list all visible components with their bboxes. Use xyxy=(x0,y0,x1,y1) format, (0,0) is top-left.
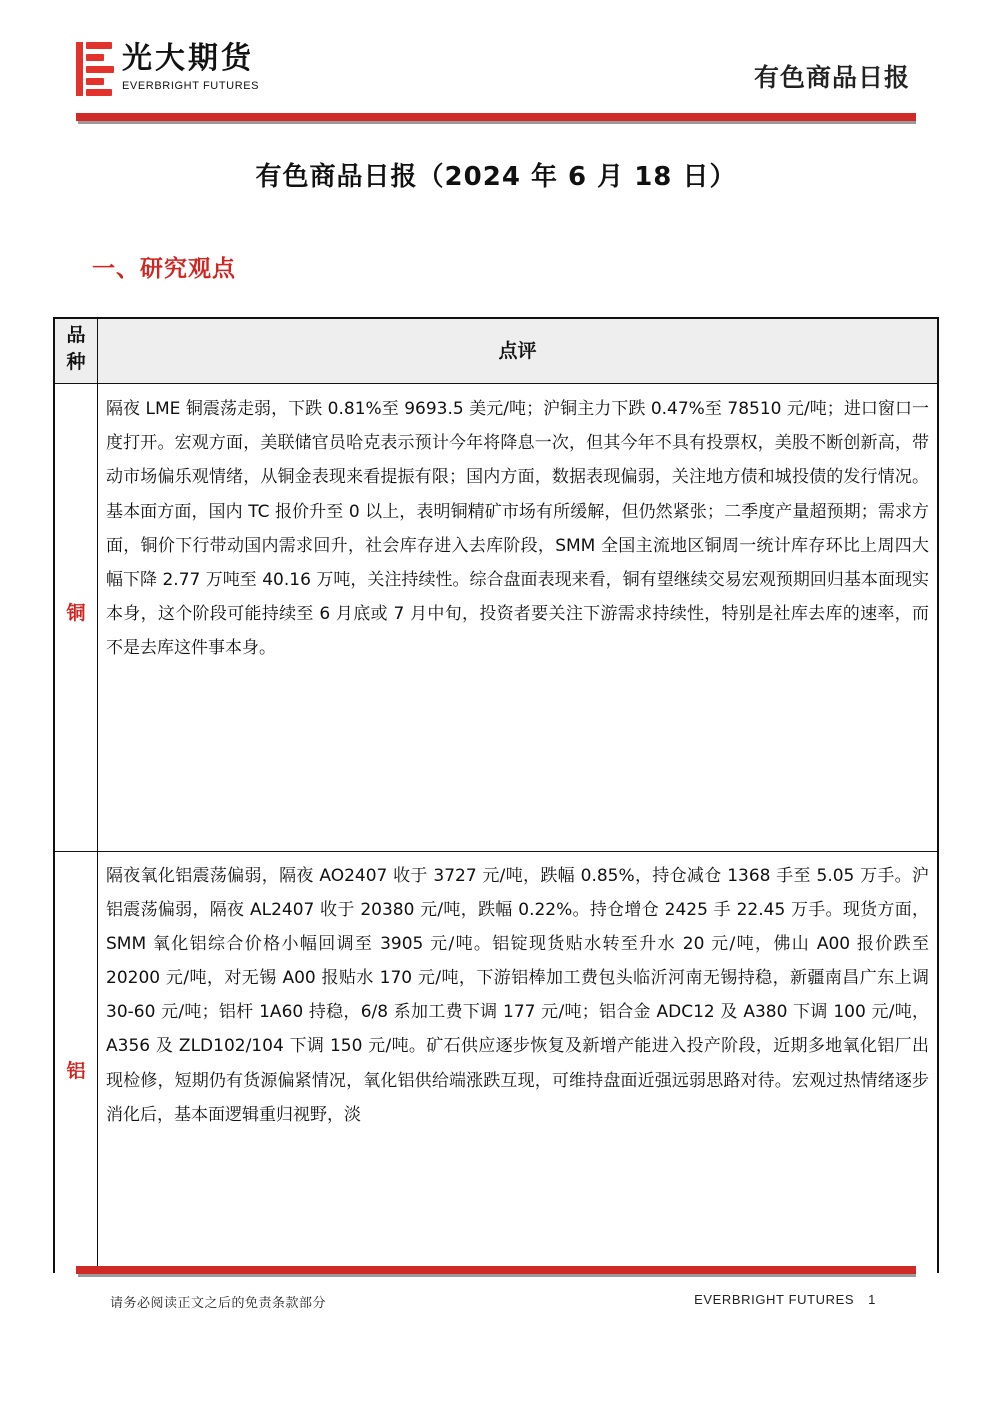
header-rule-shadow xyxy=(78,121,916,124)
header-variety-line1: 品 xyxy=(66,324,86,346)
commentary-table xyxy=(53,317,939,1273)
logo-chinese-name: 光大期货 xyxy=(122,41,254,76)
footer-brand-name: EVERBRIGHT FUTURES xyxy=(694,1292,855,1307)
variety-label: 铝 xyxy=(66,1060,86,1082)
footer-rule xyxy=(76,1266,916,1274)
header-variety-line2: 种 xyxy=(66,351,86,373)
footer-brand xyxy=(694,1292,876,1307)
footer-rule-shadow xyxy=(78,1274,916,1277)
comment-text: 隔夜 LME 铜震荡走弱，下跌 0.81%至 9693.5 美元/吨；沪铜主力下跌 0.47%至 78510 元/吨；进口窗口一度打开。宏观方面，美联储官员哈克表示预计今年将降息一次，但其今年不具有投票权，美股不断创新高，带动市场偏乐观情绪，从铜金表现来看提振有限；国内方面，数据表现偏弱，关注地方债和城投债的发行情况。基本面方面，国内 TC 报价升至 0 以上，表明铜精矿市场有所缓解，但仍然紧张；二季度产量超预期；需求方面，铜价下行带动国内需求回升，社会库存进入去库阶段，SMM 全国主流地区铜周一统计库存环比上周四大幅下降 2.77 万吨至 40.16 万吨，关注持续性。综合盘面表现来看，铜有望继续交易宏观预期回归基本面现实本身，这个阶段可能持续至 6 月底或 7 月中旬，投资者要关注下游需求持续性，特别是社库去库的速率，而不是去库这件事本身。 xyxy=(106,399,929,659)
comment-text: 隔夜氧化铝震荡偏弱，隔夜 AO2407 收于 3727 元/吨，跌幅 0.85%，持仓减仓 1368 手至 5.05 万手。沪铝震荡偏弱，隔夜 AL2407 收于 20380 元/吨，跌幅 0.22%。持仓增仓 2425 手 22.45 万手。现货方面，SMM 氧化铝综合价格小幅回调至 3905 元/吨。铝锭现货贴水转至升水 20 元/吨，佛山 A00 报价跌至 20200 元/吨，对无锡 A00 报贴水 170 元/吨，下游铝棒加工费包头临沂河南无锡持稳，新疆南昌广东上调 30-60 元/吨；铝杆 1A60 持稳，6/8 系加工费下调 177 元/吨；铝合金 ADC12 及 A380 下调 100 元/吨，A356 及 ZLD102/104 下调 150 元/吨。矿石供应逐步恢复及新增产能进入投产阶段，近期多地氧化铝厂出现检修，短期仍有货源偏紧情况，氧化铝供给端涨跌互现，可维持盘面近强远弱思路对待。宏观过热情绪逐步消化后，基本面逻辑重归视野，淡 xyxy=(106,866,929,1125)
everbright-logo-icon xyxy=(76,42,116,96)
table-row-copper xyxy=(55,384,937,852)
section-heading: 一、研究观点 xyxy=(92,256,236,282)
table-header xyxy=(55,319,937,384)
header-comment: 点评 xyxy=(498,340,537,362)
column-divider xyxy=(97,319,98,1273)
table-row-aluminium xyxy=(55,852,937,1273)
page-number: 1 xyxy=(868,1292,876,1307)
header-variety xyxy=(55,322,97,376)
document-title: 有色商品日报（2024 年 6 月 18 日） xyxy=(255,162,737,192)
logo-english-name: EVERBRIGHT FUTURES xyxy=(122,80,260,92)
header-rule xyxy=(76,113,916,121)
variety-label: 铜 xyxy=(66,602,86,624)
brand-logo xyxy=(76,40,276,98)
report-name: 有色商品日报 xyxy=(753,63,910,92)
footer-disclaimer: 请务必阅读正文之后的免责条款部分 xyxy=(110,1296,327,1311)
